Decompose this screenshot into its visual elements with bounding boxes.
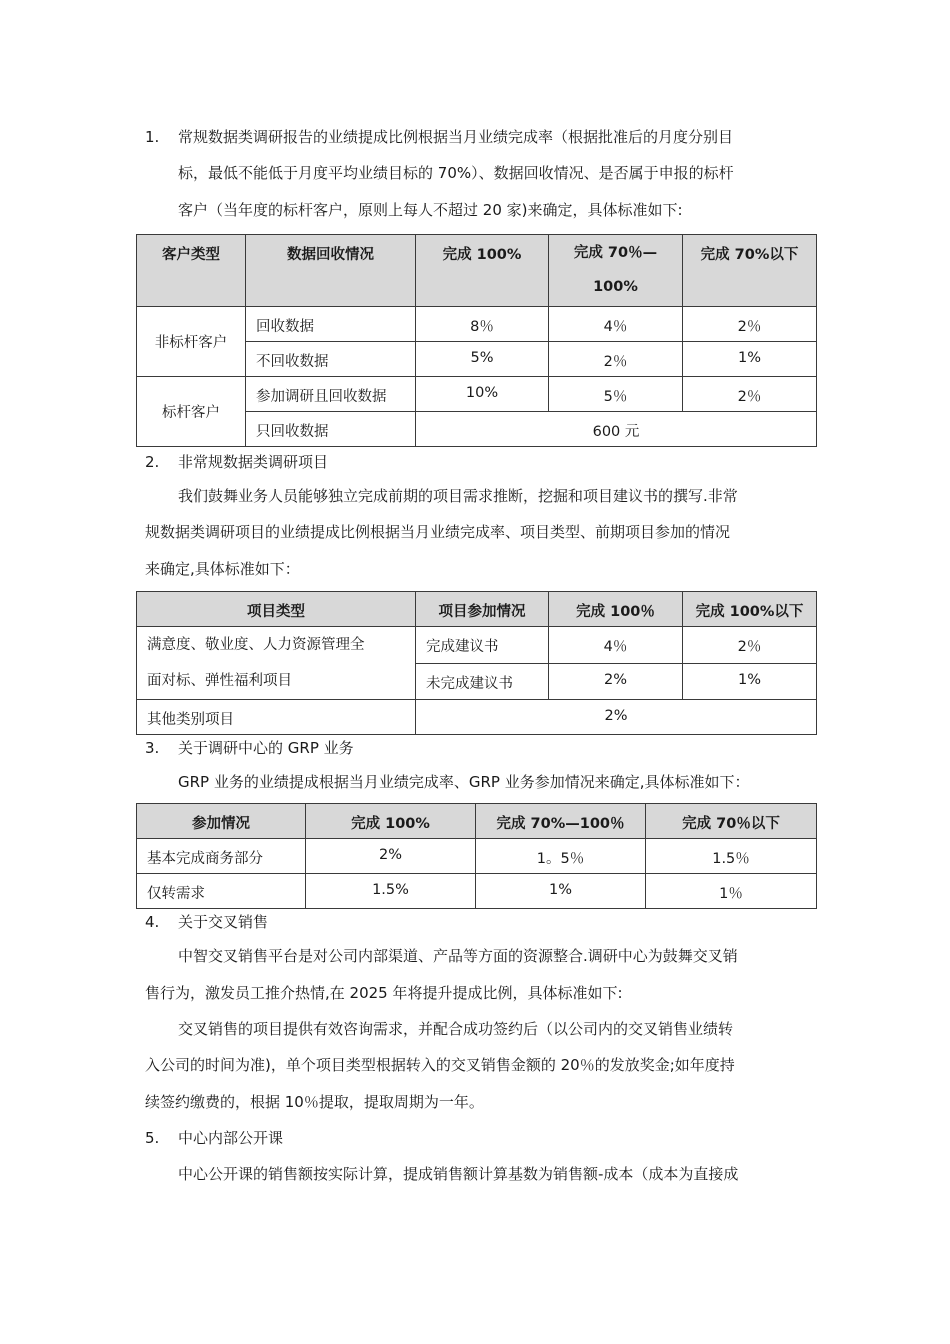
table-header bbox=[549, 235, 683, 307]
table-header: 完成 70%以下 bbox=[683, 235, 817, 307]
table-header: 客户类型 bbox=[137, 235, 246, 307]
paragraph-text: 我们鼓舞业务人员能够独立完成前期的项目需求推断，挖掘和项目建议书的撰写.非常 bbox=[178, 487, 738, 505]
section-title: 关于调研中心的 GRP 业务 bbox=[178, 739, 354, 757]
section-title: 关于交叉销售 bbox=[178, 913, 269, 931]
row-label: 不回收数据 bbox=[246, 342, 416, 377]
table-header: 数据回收情况 bbox=[246, 235, 416, 307]
paragraph-text: 标，最低不能低于月度平均业绩目标的 70%）、数据回收情况、是否属于申报的标杆 bbox=[178, 164, 734, 182]
table-header: 项目参加情况 bbox=[416, 592, 549, 627]
table-cell: 2％ bbox=[683, 377, 817, 412]
row-label: 完成建议书 bbox=[416, 627, 549, 664]
paragraph-text: 中智交叉销售平台是对公司内部渠道、产品等方面的资源整合.调研中心为鼓舞交叉销 bbox=[178, 947, 738, 965]
paragraph-text: GRP 业务的业绩提成根据当月业绩完成率、GRP 业务参加情况来确定,具体标准如下： bbox=[178, 773, 750, 791]
table-cell: 2% bbox=[549, 663, 683, 700]
section-number: 2. bbox=[145, 453, 160, 471]
row-label: 基本完成商务部分 bbox=[137, 839, 306, 874]
section-number: 5. bbox=[145, 1129, 160, 1147]
table-cell: 2％ bbox=[683, 627, 817, 664]
paragraph-text: 常规数据类调研报告的业绩提成比例根据当月业绩完成率（根据批准后的月度分别目 bbox=[178, 128, 734, 146]
table-header: 完成 70%—100％ bbox=[476, 804, 646, 839]
commission-table-2 bbox=[136, 591, 817, 735]
project-type-cell bbox=[137, 627, 416, 700]
row-label: 其他类别项目 bbox=[137, 700, 416, 735]
table-cell: 1% bbox=[476, 874, 646, 909]
header-line: 100% bbox=[593, 279, 638, 295]
table-cell: 2％ bbox=[549, 342, 683, 377]
row-label: 只回收数据 bbox=[246, 412, 416, 447]
table-cell: 5% bbox=[416, 342, 549, 377]
section-title: 非常规数据类调研项目 bbox=[178, 453, 329, 471]
table-cell: 1。5％ bbox=[476, 839, 646, 874]
customer-type-cell: 非标杆客户 bbox=[137, 307, 246, 377]
table-cell: 2% bbox=[306, 839, 476, 874]
table-header: 完成 100％ bbox=[549, 592, 683, 627]
table-cell: 8％ bbox=[416, 307, 549, 342]
section-number: 3. bbox=[145, 739, 160, 757]
table-cell: 1％ bbox=[646, 874, 817, 909]
table-cell: 4％ bbox=[549, 307, 683, 342]
table-header: 完成 100% bbox=[416, 235, 549, 307]
commission-table-3 bbox=[136, 803, 817, 909]
row-label: 回收数据 bbox=[246, 307, 416, 342]
paragraph-text: 中心公开课的销售额按实际计算，提成销售额计算基数为销售额-成本（成本为直接成 bbox=[178, 1165, 739, 1183]
section-number: 4. bbox=[145, 913, 160, 931]
section-title: 中心内部公开课 bbox=[178, 1129, 284, 1147]
paragraph-text: 续签约缴费的，根据 10％提取，提取周期为一年。 bbox=[145, 1093, 484, 1111]
table-cell: 1% bbox=[683, 342, 817, 377]
table-header: 完成 70％以下 bbox=[646, 804, 817, 839]
row-label: 参加调研且回收数据 bbox=[246, 377, 416, 412]
merged-cell: 600 元 bbox=[416, 412, 817, 447]
section-number: 1. bbox=[145, 128, 160, 146]
paragraph-text: 入公司的时间为准)，单个项目类型根据转入的交叉销售金额的 20％的发放奖金;如年度持 bbox=[145, 1056, 735, 1074]
commission-table-1 bbox=[136, 234, 817, 447]
row-label: 未完成建议书 bbox=[416, 663, 549, 700]
table-cell: 1.5％ bbox=[646, 839, 817, 874]
customer-type-cell: 标杆客户 bbox=[137, 377, 246, 447]
table-header: 项目类型 bbox=[137, 592, 416, 627]
row-label: 仅转需求 bbox=[137, 874, 306, 909]
table-header: 完成 100% bbox=[306, 804, 476, 839]
paragraph-text: 来确定,具体标准如下： bbox=[145, 560, 300, 578]
cell-line: 满意度、敬业度、人力资源管理全 bbox=[147, 637, 365, 653]
paragraph-text: 客户（当年度的标杆客户，原则上每人不超过 20 家)来确定，具体标准如下: bbox=[178, 201, 683, 219]
table-header: 完成 100%以下 bbox=[683, 592, 817, 627]
table-cell: 1% bbox=[683, 663, 817, 700]
table-cell: 5％ bbox=[549, 377, 683, 412]
table-cell: 4％ bbox=[549, 627, 683, 664]
cell-line: 面对标、弹性福利项目 bbox=[147, 673, 292, 689]
header-line: 完成 70％— bbox=[573, 245, 658, 261]
table-cell: 2％ bbox=[683, 307, 817, 342]
paragraph-text: 规数据类调研项目的业绩提成比例根据当月业绩完成率、项目类型、前期项目参加的情况 bbox=[145, 523, 731, 541]
table-header: 参加情况 bbox=[137, 804, 306, 839]
paragraph-text: 交叉销售的项目提供有效咨询需求，并配合成功签约后（以公司内的交叉销售业绩转 bbox=[178, 1020, 734, 1038]
table-cell: 10% bbox=[416, 377, 549, 412]
paragraph-text: 售行为，激发员工推介热情,在 2025 年将提升提成比例，具体标准如下: bbox=[145, 984, 623, 1002]
merged-cell: 2% bbox=[416, 700, 817, 735]
table-cell: 1.5% bbox=[306, 874, 476, 909]
